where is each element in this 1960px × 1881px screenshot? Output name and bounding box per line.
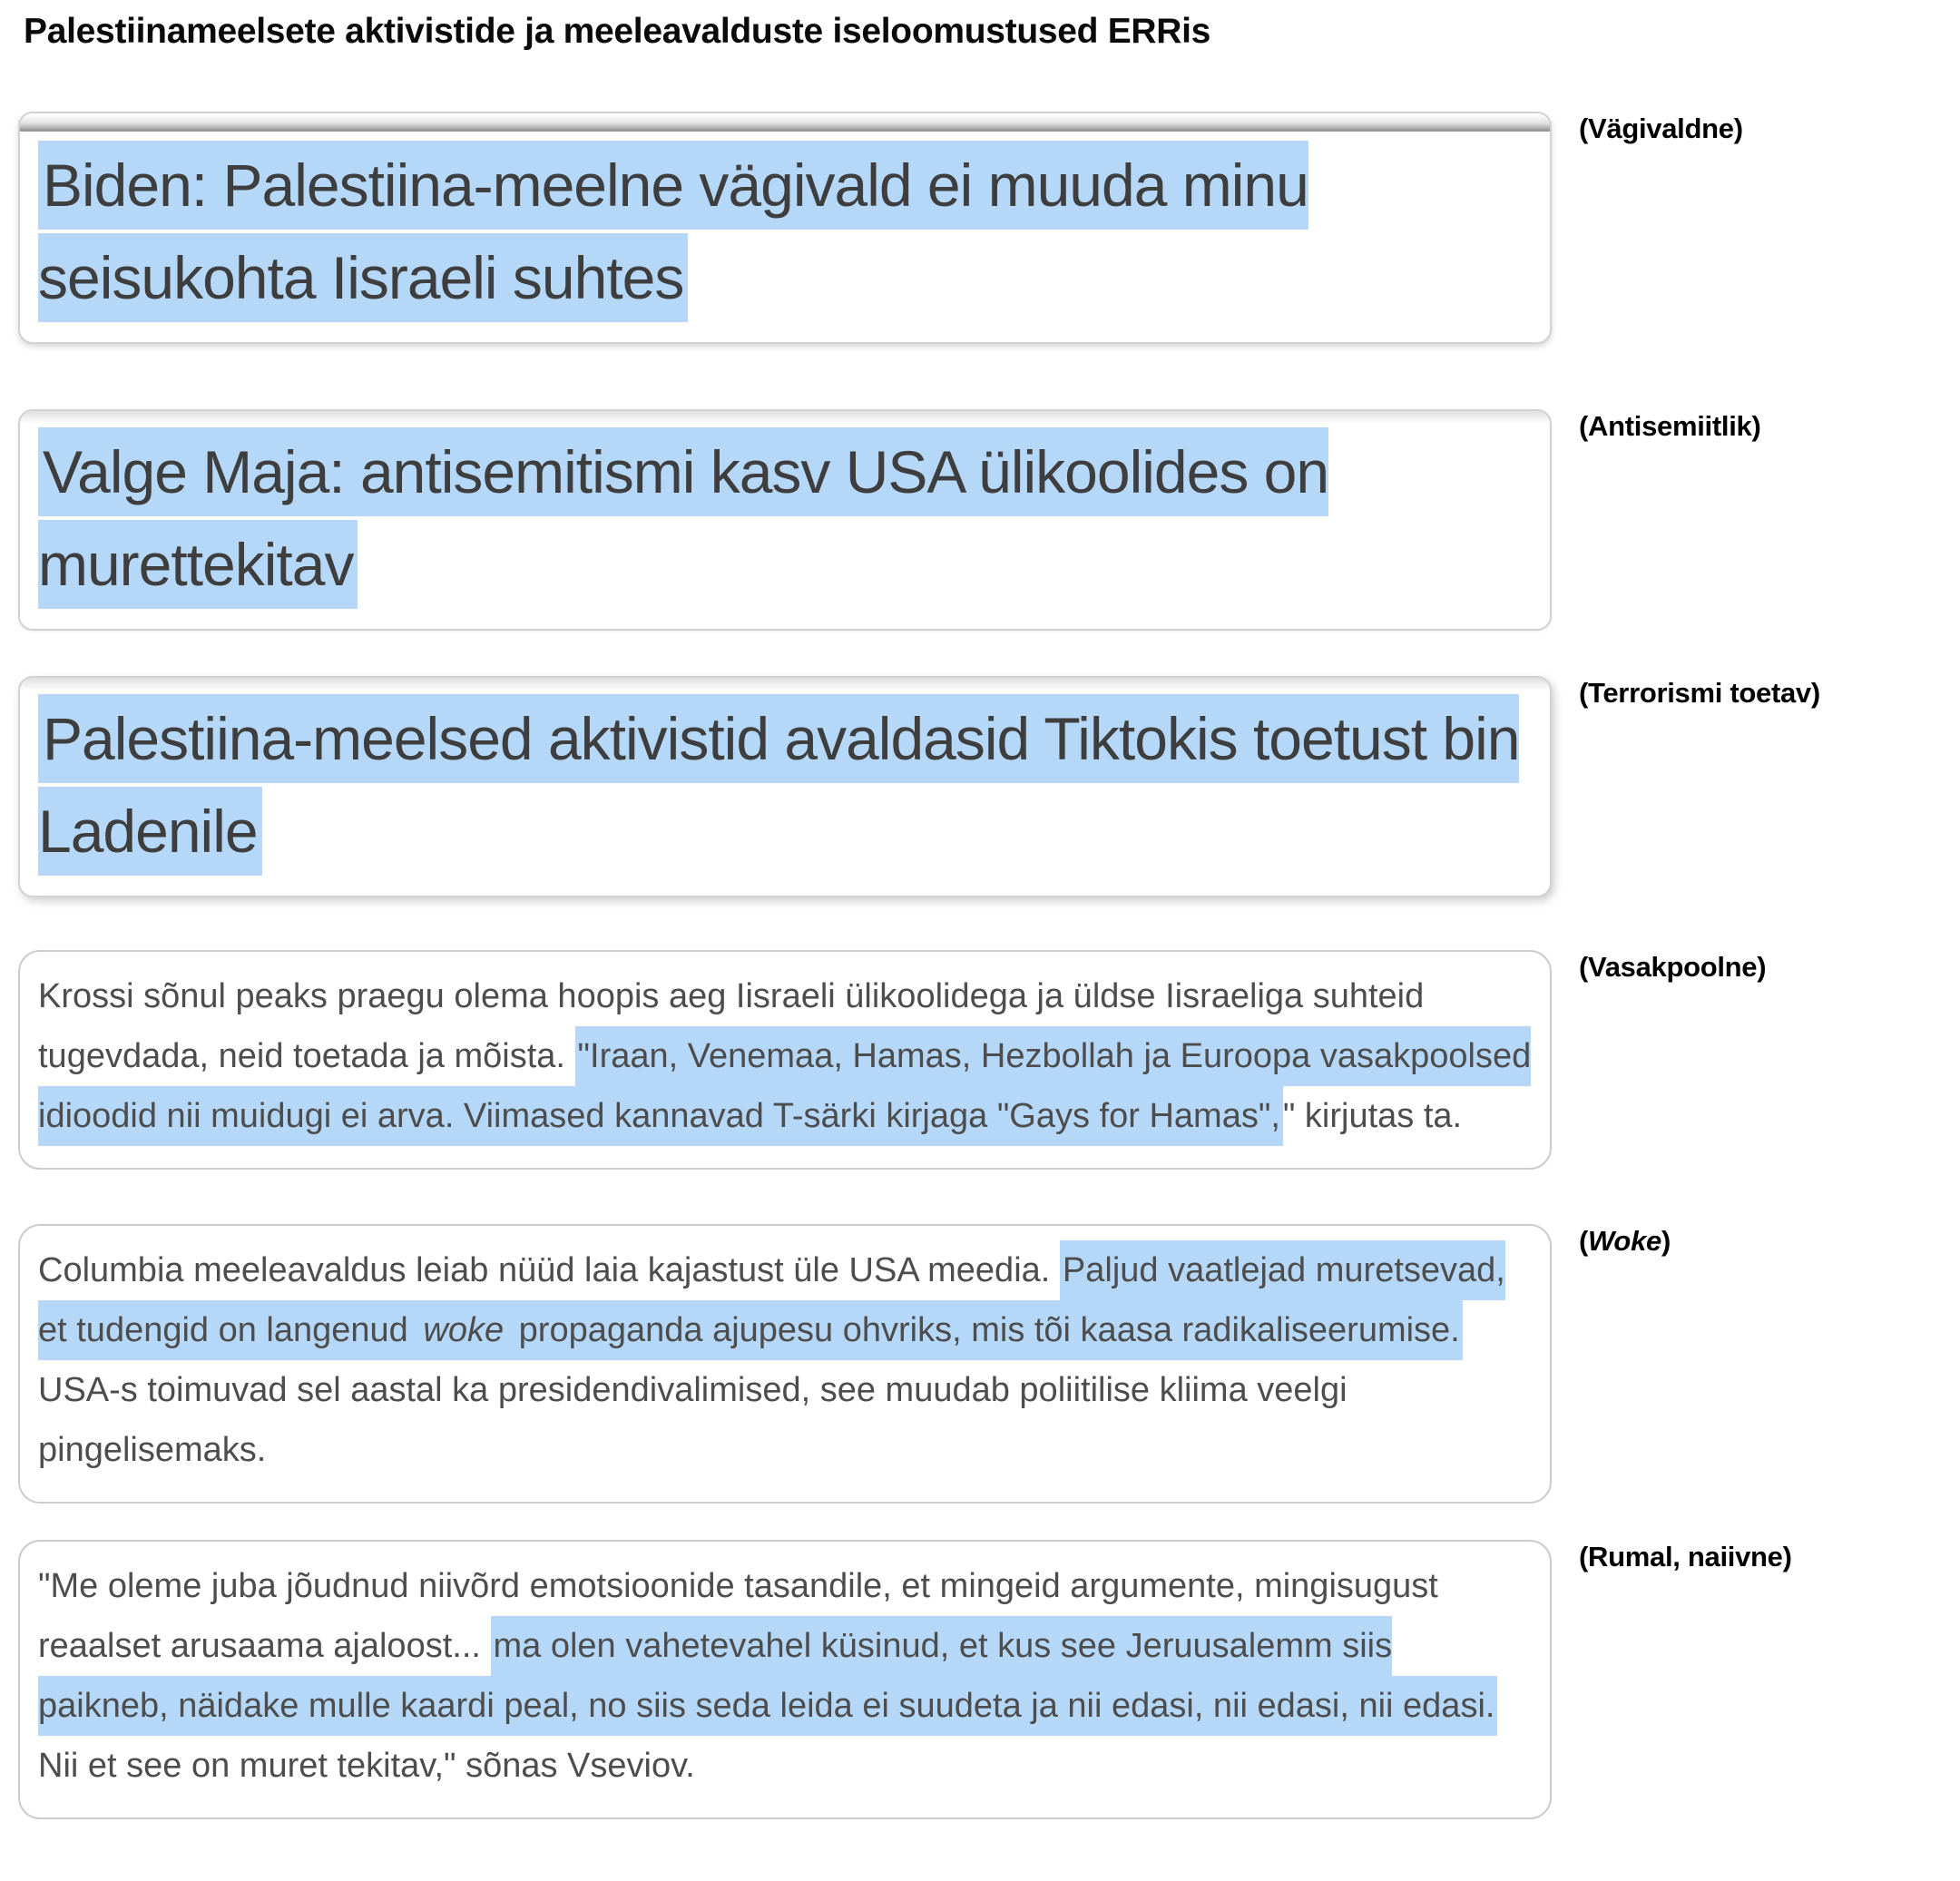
- row-antisemiitlik: [18, 409, 1960, 631]
- highlighted-text: ma olen vahetevahel küsinud, et kus see Jeruusalemm siis paikneb, näidake mulle kaardi peal, no siis seda leida ei suudeta ja nii edasi, nii edasi, nii edasi.: [38, 1616, 1497, 1736]
- highlighted-headline: Biden: Palestiina-meelne vägivald ei muuda minu seisukohta Iisraeli suhtes: [38, 141, 1308, 322]
- category-label-woke: [1579, 1224, 1671, 1259]
- paragraph-text: [38, 1240, 1532, 1480]
- headline-card-biden: [18, 112, 1552, 344]
- row-vagivaldne: [18, 112, 1960, 344]
- card-top-shadow-bar: [20, 411, 1550, 424]
- plain-text: USA-s toimuvad sel aastal ka presidendivalimised, see muudab poliitilise kliima veelgi pingelisemaks.: [38, 1370, 1348, 1469]
- headline-text: [38, 692, 1532, 877]
- highlighted-text: "Iraan, Venemaa, Hamas, Hezbollah ja Euroopa vasakpoolsed idioodid nii muidugi ei arva. Viimased kannavad T-särki kirjaga "Gays for Hamas",: [38, 1026, 1531, 1146]
- card-list: [0, 112, 1960, 1819]
- highlighted-text: propaganda ajupesu ohvriks, mis tõi kaasa radikaliseerumise.: [506, 1300, 1463, 1360]
- label-paren-close: ): [1661, 1224, 1671, 1257]
- headline-card-valge-maja: [18, 409, 1552, 631]
- headline-card-tiktok: [18, 676, 1552, 897]
- category-label-vagivaldne: (Vägivaldne): [1579, 112, 1743, 144]
- paragraph-card-kross: [18, 950, 1552, 1170]
- plain-text: Columbia meeleavaldus leiab nüüd laia kajastust üle USA meedia.: [38, 1250, 1060, 1289]
- category-label-terrorismi-toetav: (Terrorismi toetav): [1579, 676, 1820, 709]
- highlighted-headline: Palestiina-meelsed aktivistid avaldasid Tiktokis toetust bin Ladenile: [38, 694, 1519, 876]
- paragraph-card-columbia: [18, 1224, 1552, 1504]
- card-top-shadow-bar: [20, 678, 1550, 691]
- headline-text: [38, 426, 1532, 611]
- page-title: Palestiinameelsete aktivistide ja meeleavalduste iseloomustused ERRis: [24, 12, 1211, 51]
- headline-text: [38, 139, 1532, 324]
- label-word-italic: Woke: [1588, 1224, 1661, 1257]
- card-top-shadow-bar: [20, 113, 1550, 132]
- label-paren-open: (: [1579, 1224, 1589, 1257]
- row-terrorismi-toetav: [18, 676, 1960, 897]
- highlighted-headline: Valge Maja: antisemitismi kasv USA ülikoolides on murettekitav: [38, 427, 1328, 609]
- plain-text: Krossi sõnul peaks praegu olema hoopis aeg Iisraeli ülikoolidega ja üldse Iisraeliga suhteid tugevdada, neid toetada ja mõista.: [38, 976, 1425, 1075]
- category-label-vasakpoolne: (Vasakpoolne): [1579, 950, 1767, 983]
- row-rumal-naiivne: [18, 1540, 1960, 1819]
- category-label-rumal-naiivne: (Rumal, naiivne): [1579, 1540, 1792, 1572]
- plain-text: " kirjutas ta.: [1282, 1096, 1463, 1135]
- paragraph-text: [38, 966, 1532, 1146]
- highlighted-italic-text: woke: [420, 1300, 506, 1360]
- row-woke: [18, 1224, 1960, 1504]
- plain-text: "Me oleme juba jõudnud niivõrd emotsioonide tasandile, et mingeid argumente, mingisugust reaalset arusaama ajaloost...: [38, 1566, 1438, 1665]
- paragraph-card-vseviov: [18, 1540, 1552, 1819]
- highlighted-text: Paljud vaatlejad muretsevad, et tudengid on langenud: [38, 1240, 1505, 1360]
- category-label-antisemiitlik: (Antisemiitlik): [1579, 409, 1761, 442]
- plain-text: Nii et see on muret tekitav," sõnas Vseviov.: [38, 1746, 695, 1785]
- paragraph-text: [38, 1556, 1532, 1796]
- row-vasakpoolne: [18, 950, 1960, 1170]
